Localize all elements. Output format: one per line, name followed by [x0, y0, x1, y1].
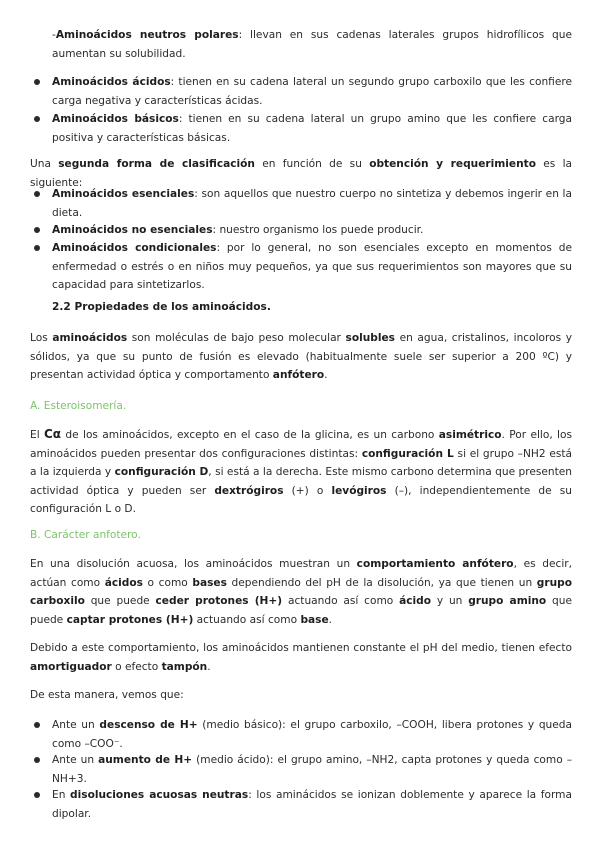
bullet-condicionales: Aminoácidos condicionales: por lo general, no son esenciales excepto en momentos de enfermedad o estrés o en niños muy pequeños, ya que sus requerimientos son mayores que su capacidad para sintetizarlos. — [52, 239, 572, 295]
bullet-no-esenciales: Aminoácidos no esenciales: nuestro organismo los puede producir. — [52, 221, 572, 240]
subheading-esteroisomeria: A. Esteroisomería. — [30, 400, 127, 412]
paragraph-de-esta-manera: De esta manera, vemos que: — [30, 689, 184, 701]
section-heading-2-2: 2.2 Propiedades de los aminoácidos. — [52, 301, 271, 313]
text: : tienen en su cadena lateral un segundo grupo carboxilo que les confiere carga negativa y características ácidas. — [52, 76, 572, 107]
bullet-descenso: Ante un descenso de H+ (medio básico): el grupo carboxilo, –COOH, libera protones y queda como –COO⁻. — [52, 716, 572, 753]
text: : tienen en su cadena lateral un grupo amino que les confiere carga positiva y características básicas. — [52, 113, 572, 144]
bullet-disoluciones-neutras: En disoluciones acuosas neutras: los aminácidos se ionizan doblemente y aparece la forma dipolar. — [52, 786, 572, 823]
subheading-caracter-anfotero: B. Carácter anfotero. — [30, 529, 141, 541]
paragraph-neutros-polares: -Aminoácidos neutros polares: llevan en sus cadenas laterales grupos hidrofílicos que aumentan su solubilidad. — [52, 29, 572, 60]
paragraph-disolucion-acuosa: En una disolución acuosa, los aminoácidos muestran un comportamiento anfótero, es decir, actúan como ácidos o como bases dependiendo del pH de la disolución, ya que tienen un grupo carboxilo que puede ceder protones (H+) actuando así como ácido y un grupo amino que puede captar protones (H+) actuando así como base. — [30, 558, 572, 626]
paragraph-debido: Debido a este comportamiento, los aminoácidos mantienen constante el pH del medio, tienen efecto amortiguador o efecto tampón. — [30, 642, 572, 673]
term: Aminoácidos básicos — [52, 113, 179, 125]
text: : llevan en sus cadenas laterales grupos hidrofílicos que aumentan su solubilidad. — [52, 29, 572, 60]
bullet-basicos — [52, 110, 572, 147]
bullet-acidos — [52, 73, 572, 110]
term: Aminoácidos neutros polares — [55, 29, 239, 41]
paragraph-segunda-forma: Una segunda forma de clasificación en función de su obtención y requerimiento es la siguiente: — [30, 158, 573, 189]
paragraph-aminoacidos: Los aminoácidos son moléculas de bajo peso molecular solubles en agua, cristalinos, incoloros y sólidos, ya que su punto de fusión es elevado (habitualmente suele ser superior a 200 ºC) y presentan actividad óptica y comportamento anfótero. — [30, 332, 572, 381]
term: Aminoácidos ácidos — [52, 76, 171, 88]
paragraph-esteroisomeria: El Cα de los aminoácidos, excepto en el caso de la glicina, es un carbono asimétrico. Por ello, los aminoácidos pueden presentar dos configuraciones distintas: configuración L si el grupo –NH2 está a la izquierda y configuración D, si está a la derecha. Este mismo carbono determina que presenten actividad óptica y pueden ser dextrógiros (+) o levógiros (–), independientemente de su configuración L o D. — [30, 427, 573, 515]
bullet-aumento: Ante un aumento de H+ (medio ácido): el grupo amino, –NH2, capta protones y queda como –NH+3. — [52, 751, 572, 788]
bullet-esenciales: Aminoácidos esenciales: son aquellos que nuestro cuerpo no sintetiza y debemos ingerir en la dieta. — [52, 185, 572, 222]
